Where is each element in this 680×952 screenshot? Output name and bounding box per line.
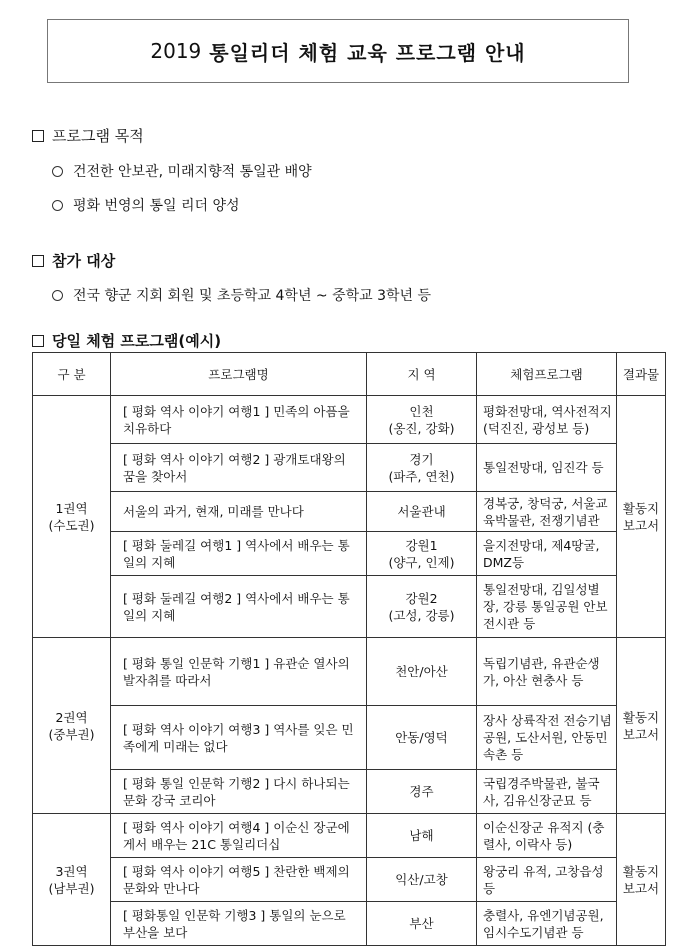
table-row (33, 858, 666, 902)
program-cell: [ 평화 역사 이야기 여행1 ] 민족의 아픔을 치유하다 (111, 396, 367, 444)
region-cell: 익산/고창 (367, 858, 477, 902)
header-result: 결과물 (617, 353, 666, 396)
table-row (33, 814, 666, 858)
program-cell: [ 평화통일 인문학 기행3 ] 통일의 눈으로 부산을 보다 (111, 902, 367, 946)
table-header-row (33, 353, 666, 396)
region-cell: 강원2 (고성, 강릉) (367, 576, 477, 638)
header-division: 구 분 (33, 353, 111, 396)
purpose-item-2 (52, 195, 240, 215)
activity-cell: 평화전망대, 역사전적지 (덕진진, 광성보 등) (477, 396, 617, 444)
section-purpose-heading (32, 125, 144, 146)
header-region: 지 역 (367, 353, 477, 396)
program-cell: [ 평화 역사 이야기 여행2 ] 광개토대왕의 꿈을 찾아서 (111, 444, 367, 492)
activity-cell: 을지전망대, 제4땅굴, DMZ등 (477, 532, 617, 576)
activity-cell: 이순신장군 유적지 (충렬사, 이락사 등) (477, 814, 617, 858)
checkbox-square-icon (32, 130, 44, 142)
section-purpose-title: 프로그램 목적 (52, 127, 144, 145)
program-cell: [ 평화 통일 인문학 기행2 ] 다시 하나되는 문화 강국 코리아 (111, 770, 367, 814)
division-cell: 1권역 (수도권) (33, 396, 111, 638)
activity-cell: 경복궁, 창덕궁, 서울교육박물관, 전쟁기념관 (477, 492, 617, 532)
checkbox-square-icon (32, 255, 44, 267)
title-year: 2019 (150, 39, 202, 63)
region-cell: 남해 (367, 814, 477, 858)
table-row (33, 902, 666, 946)
section-program-heading (32, 330, 221, 351)
program-cell: 서울의 과거, 현재, 미래를 만나다 (111, 492, 367, 532)
program-cell: [ 평화 역사 이야기 여행3 ] 역사를 잊은 민족에게 미래는 없다 (111, 706, 367, 770)
participants-item-1-text: 전국 향군 지회 회원 및 초등학교 4학년 ~ 중학교 3학년 등 (73, 288, 432, 304)
division-cell: 3권역 (남부권) (33, 814, 111, 946)
header-activity: 체험프로그램 (477, 353, 617, 396)
activity-cell: 국립경주박물관, 불국사, 김유신장군묘 등 (477, 770, 617, 814)
table-row (33, 638, 666, 706)
page-title: 통일리더 체험 교육 프로그램 안내 (209, 40, 526, 65)
program-cell: [ 평화 둘레길 여행2 ] 역사에서 배우는 통일의 지혜 (111, 576, 367, 638)
participants-item-1 (52, 285, 431, 305)
program-table (32, 352, 666, 946)
header-program: 프로그램명 (111, 353, 367, 396)
activity-cell: 왕궁리 유적, 고창읍성 등 (477, 858, 617, 902)
section-participants-heading (32, 250, 115, 271)
checkbox-square-icon (32, 335, 44, 347)
program-cell: [ 평화 둘레길 여행1 ] 역사에서 배우는 통일의 지혜 (111, 532, 367, 576)
section-program-title: 당일 체험 프로그램(예시) (52, 332, 222, 350)
activity-cell: 통일전망대, 김일성별장, 강릉 통일공원 안보전시관 등 (477, 576, 617, 638)
activity-cell: 충렬사, 유엔기념공원, 임시수도기념관 등 (477, 902, 617, 946)
region-cell: 인천 (옹진, 강화) (367, 396, 477, 444)
activity-cell: 통일전망대, 임진각 등 (477, 444, 617, 492)
title-box (47, 19, 629, 83)
activity-cell: 장사 상륙작전 전승기념공원, 도산서원, 안동민속촌 등 (477, 706, 617, 770)
table-row (33, 576, 666, 638)
purpose-item-2-text: 평화 번영의 통일 리더 양성 (73, 198, 240, 214)
region-cell: 천안/아산 (367, 638, 477, 706)
result-cell: 활동지 보고서 (617, 396, 666, 638)
table-row (33, 396, 666, 444)
division-cell: 2권역 (중부권) (33, 638, 111, 814)
table-row (33, 706, 666, 770)
region-cell: 안동/영덕 (367, 706, 477, 770)
circle-bullet-icon (52, 166, 63, 177)
region-cell: 강원1 (양구, 인제) (367, 532, 477, 576)
region-cell: 경주 (367, 770, 477, 814)
section-participants-title: 참가 대상 (52, 252, 116, 270)
program-cell: [ 평화 통일 인문학 기행1 ] 유관순 열사의 발자취를 따라서 (111, 638, 367, 706)
activity-cell: 독립기념관, 유관순생가, 아산 현충사 등 (477, 638, 617, 706)
purpose-item-1 (52, 161, 312, 181)
program-cell: [ 평화 역사 이야기 여행4 ] 이순신 장군에게서 배우는 21C 통일리더십 (111, 814, 367, 858)
table-row (33, 492, 666, 532)
region-cell: 경기 (파주, 연천) (367, 444, 477, 492)
purpose-item-1-text: 건전한 안보관, 미래지향적 통일관 배양 (73, 164, 312, 180)
region-cell: 서울관내 (367, 492, 477, 532)
result-cell: 활동지 보고서 (617, 638, 666, 814)
circle-bullet-icon (52, 290, 63, 301)
table-row (33, 770, 666, 814)
table-row (33, 532, 666, 576)
table-row (33, 444, 666, 492)
region-cell: 부산 (367, 902, 477, 946)
result-cell: 활동지 보고서 (617, 814, 666, 946)
program-cell: [ 평화 역사 이야기 여행5 ] 찬란한 백제의 문화와 만나다 (111, 858, 367, 902)
circle-bullet-icon (52, 200, 63, 211)
